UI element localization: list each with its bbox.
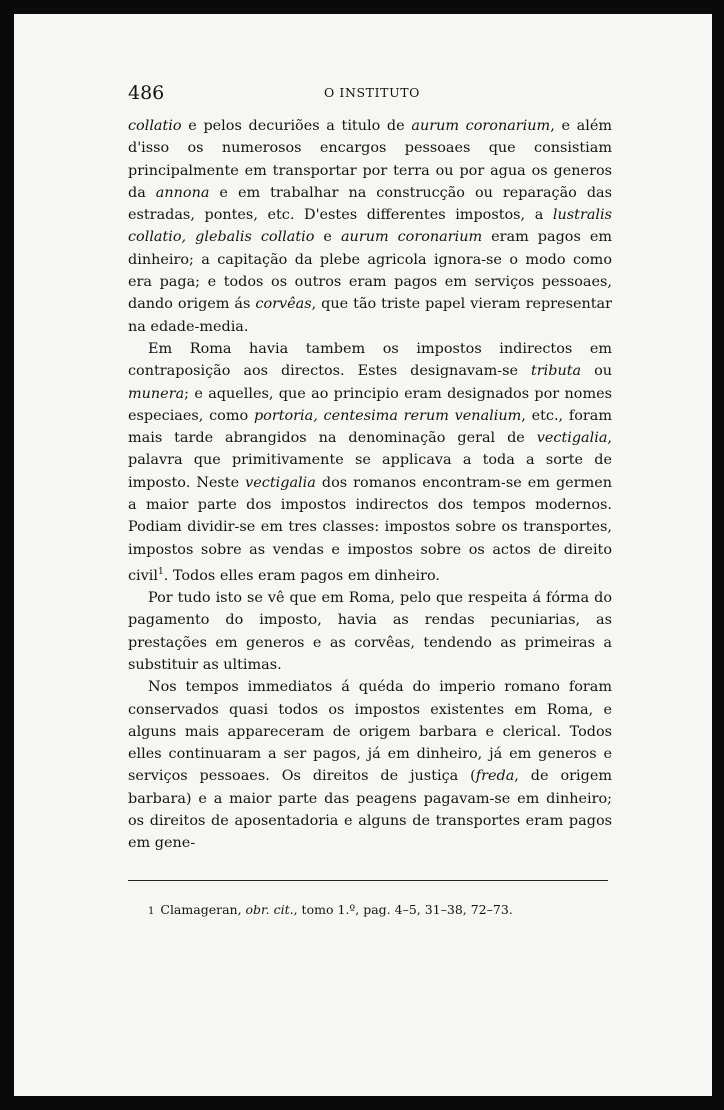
paragraph [128,676,612,854]
text-run: e pelos decuriões a titulo de [181,118,412,134]
footnote [148,902,618,917]
italic-text: annona [155,184,210,201]
italic-text: tributa [531,363,582,380]
paragraph [128,338,612,587]
text-run: Nos tempos immediatos á quéda do imperio romano foram conservados quasi todos os impostos existentes em Roma, e alguns mais appareceram de origem barbara e clerical. Todos elles continuaram a ser pagos, já em dinheiro, já em generos e serviços pessoaes. Os direitos de justiça ( [128,679,612,785]
text-run: , e além d'isso os numerosos encargos pessoaes que consistiam principalmente em transportar por terra ou por agua os generos da [128,118,613,201]
text-run: dos romanos encontram-se em germen a maior parte dos impostos indirectos dos tempos modernos. Podiam dividir-se em tres classes: impostos sobre os transportes, impostos sobre as vendas e impostos sobre os actos de direito civil [128,474,612,584]
text-run: e [314,229,341,246]
footnote-marker: 1 [148,906,155,917]
text-run: ou [581,363,613,380]
paragraph [128,587,612,676]
text-run: , que tão triste papel vieram representar na edade-media. [128,296,612,335]
text-run: e em trabalhar na construcção ou reparação das estradas, pontes, etc. D'estes differentes impostos, a [128,184,612,224]
text-run: ; e aquelles, que ao principio eram designados por nomes especiaes, como [128,385,612,424]
text-run: , de origem barbara) e a maior parte das peagens pagavam-se em dinheiro; os direitos de aposentadoria e alguns de transportes eram pagos em gene- [128,768,612,852]
italic-text: aurum coronarium [340,229,483,246]
text-run: , palavra que primitivamente se applicava a toda a sorte de imposto. Neste [128,430,612,491]
running-title: O INSTITUTO [324,85,420,100]
text-run: . Todos elles eram pagos em dinheiro. [163,567,440,584]
italic-text: freda [475,768,515,785]
footnote-text [160,902,512,917]
text-run: Em Roma havia tambem os impostos indirectos em contraposição aos directos. Estes designavam-se [128,340,612,380]
italic-text: vectigalia [245,474,316,491]
italic-text: vectigalia [536,430,608,447]
italic-text: munera [128,385,185,402]
body-text [128,115,612,855]
page-number: 486 [128,82,165,104]
italic-text: lustralis collatio, glebalis collatio [128,207,612,246]
text-run: Clamageran, [160,902,246,917]
italic-text: corvêas [255,296,312,313]
italic-text: collatio [128,118,182,134]
footnote-reference: 1 [158,566,164,577]
text-run: Por tudo isto se vê que em Roma, pelo que respeita á fórma do pagamento do imposto, havia as rendas pecuniarias, as prestações em generos e as corvêas, tendendo as primeiras a substituir as ultimas. [128,590,612,673]
italic-text: aurum coronarium [411,118,551,134]
footnote-divider [128,880,608,881]
text-run: , etc., foram mais tarde abrangidos na denominação geral de [128,407,612,447]
text-run: , tomo 1.º, pag. 4–5, 31–38, 72–73. [293,902,513,917]
italic-text: portoria, centesima rerum venalium [253,407,522,424]
paragraph [128,115,612,338]
italic-text: obr. cit. [245,902,294,917]
text-run: eram pagos em dinheiro; a capitação da plebe agricola ignora-se o modo como era paga; e todos os outros eram pagos em serviços pessoaes, dando origem ás [128,229,612,313]
